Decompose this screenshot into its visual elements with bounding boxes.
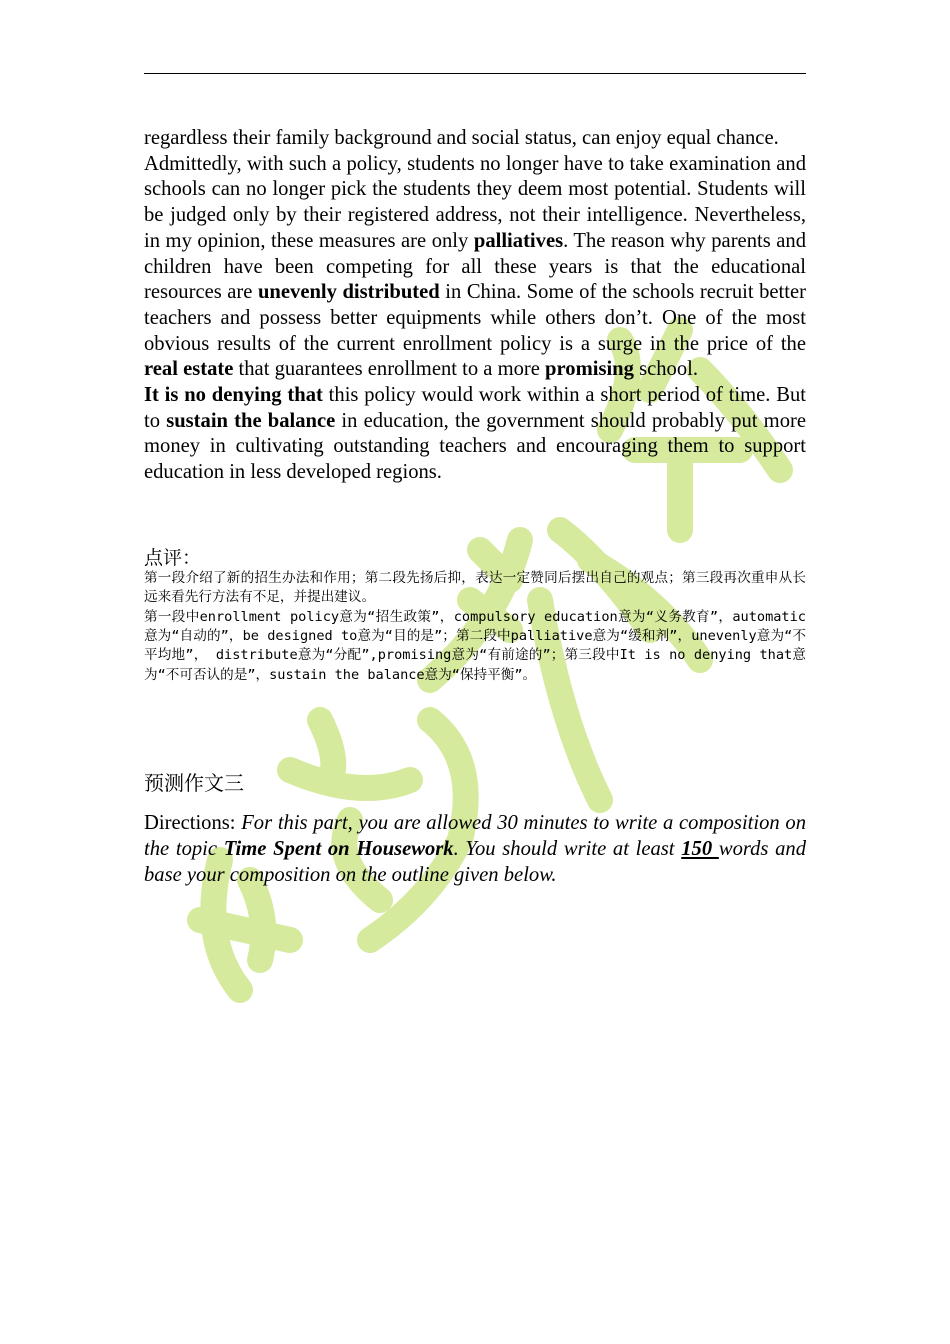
directions-paragraph: Directions: For this part, you are allowed 30 minutes to write a composition on the topic Time Spent on Housework. You should write at least 150 words and base your composition on the outline given below. [144,812,807,886]
word-count: 150 [681,837,719,860]
essay-paragraph-3: It is no denying that this policy would work within a short period of time. But to sustain the balance in education, the government should probably put more money in cultivating outstanding teachers and encouraging them to support education in less developed regions. [144,384,807,484]
essay-paragraph-2: Admittedly, with such a policy, students no longer have to take examination and schools can no longer pick the students they deem most potential. Students will be judged only by their registered address, not their intelligence. Nevertheless, in my opinion, these measures are only palliatives. The reason why parents and children have been competing for all these years is that the educational resources are unevenly distributed in China. Some of the schools recruit better teachers and possess better equipments while others don’t. One of the most obvious results of the current enrollment policy is a surge in the price of the real estate that guarantees enrollment to a more promising school. [144,152,807,381]
prediction-title: 预测作文三 [144,771,244,796]
topic-title: Time Spent on Housework [223,837,454,860]
review-heading: 点评： [144,546,202,569]
header-rule [144,73,806,74]
content-column [144,126,806,888]
keyword-sustain-balance: sustain the balance [166,409,336,432]
keyword-promising: promising [545,358,634,381]
review-line-1: 第一段介绍了新的招生办法和作用；第二段先扬后抑，表达一定赞同后摆出自己的观点；第三段再次重申从长远来看先行方法有不足，并提出建议。 [144,569,806,606]
directions-label: Directions: [144,812,236,835]
keyword-no-denying: It is no denying that [144,384,323,407]
review-line-2: 第一段中enrollment policy意为“招生政策”，compulsory education意为“义务教育”，automatic意为“自动的”，be designed to意为“目的是”；第二段中palliative意为“缓和剂”，unevenly意为“不平均地”， distribute意为“分配”,promising意为“有前途的”；第三段中It is no denying that意为“不可否认的是”，sustain the balance意为“保持平衡”。 [144,608,806,683]
essay-paragraph-1: regardless their family background and social status, can enjoy equal chance. [144,127,779,149]
keyword-palliatives: palliatives [473,229,564,252]
keyword-real-estate: real estate [144,358,234,381]
keyword-unevenly-distributed: unevenly distributed [257,281,440,304]
